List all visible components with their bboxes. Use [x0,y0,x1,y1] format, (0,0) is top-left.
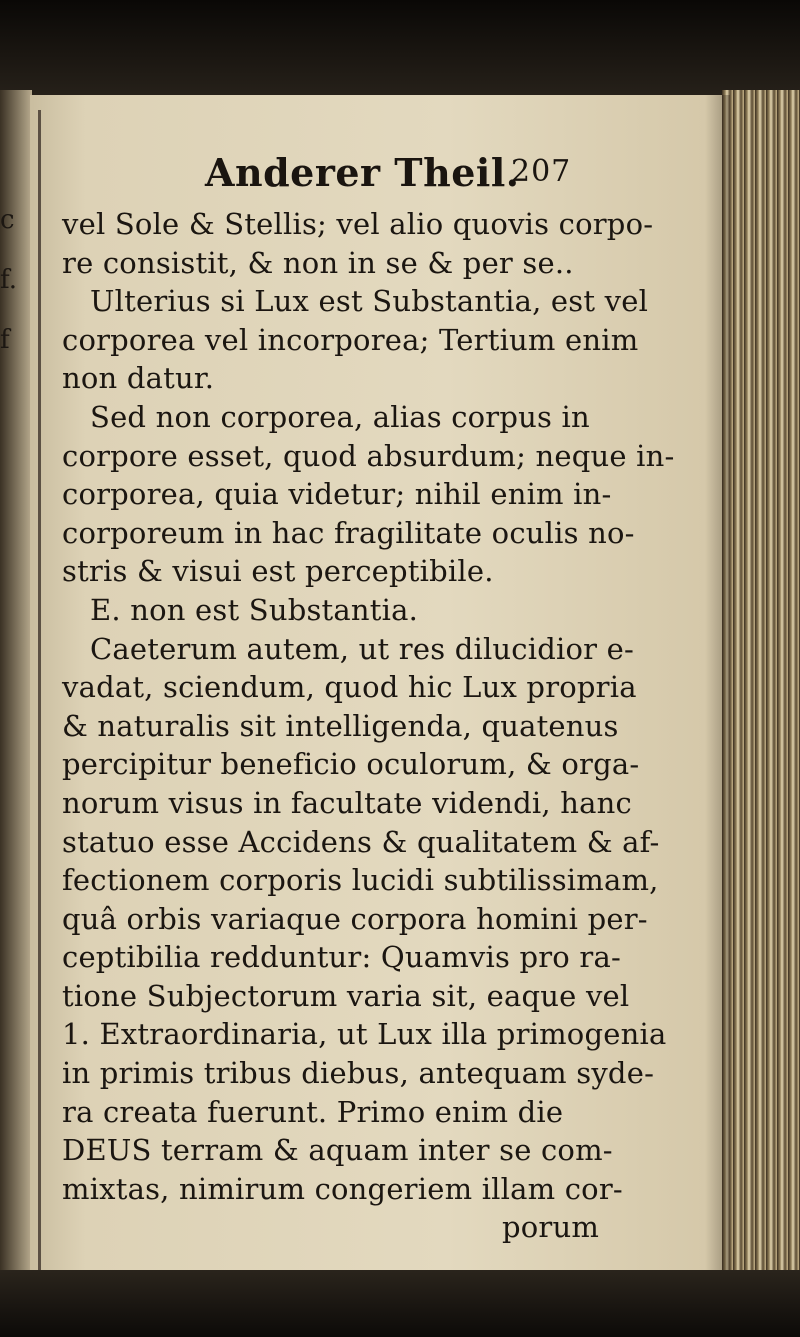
text-line: corpore esset, quod absurdum; neque in- [62,438,675,473]
text-line: vadat, sciendum, quod hic Lux propria [62,670,637,705]
text-line: E. non est Substantia. [90,592,419,627]
page-header [205,150,625,200]
text-line: quâ orbis variaque corpora homini per- [62,901,648,936]
catchword: porum [502,1210,600,1245]
page-stack-edge [722,90,800,1280]
text-line: re consistit, & non in se & per se.. [62,245,574,280]
text-line: 1. Extraordinaria, ut Lux illa primogenia [62,1017,667,1052]
text-line: corporea vel incorporea; Tertium enim [62,322,639,357]
text-line: & naturalis sit intelligenda, quatenus [62,708,619,743]
text-line: mixtas, nimirum congeriem illam cor- [62,1171,623,1206]
text-line: norum visus in facultate videndi, hanc [62,785,632,820]
text-line: Caeterum autem, ut res dilucidior e- [90,631,634,666]
running-title: Anderer Theil. [205,150,520,195]
margin-mark: f. [0,265,17,295]
text-line: tione Subjectorum varia sit, eaque vel [62,978,630,1013]
text-line: corporea, quia videtur; nihil enim in- [62,477,612,512]
margin-rule [38,110,41,1275]
margin-mark: c [0,205,15,235]
text-line: non datur. [62,361,215,396]
text-line: in primis tribus diebus, antequam syde- [62,1056,655,1091]
top-shadow [0,0,800,110]
text-line: DEUS terram & aquam inter se com- [62,1133,613,1168]
text-line: statuo esse Accidens & qualitatem & af- [62,824,660,859]
text-line: stris & visui est perceptibile. [62,554,494,589]
text-line: Sed non corporea, alias corpus in [90,399,590,434]
text-line: fectionem corporis lucidi subtilissimam, [62,863,659,898]
text-line: ra creata fuerunt. Primo enim die [62,1094,564,1129]
text-line: vel Sole & Stellis; vel alio quovis corpo- [62,207,654,241]
facing-page-margin [0,190,28,370]
bottom-shadow [0,1270,800,1337]
body-text [62,205,722,1247]
text-line: corporeum in hac fragilitate oculis no- [62,515,635,550]
page-number: 207 [511,154,572,189]
text-line: ceptibilia redduntur: Quamvis pro ra- [62,940,621,975]
text-line: percipitur beneficio oculorum, & orga- [62,747,640,782]
text-line: Ulterius si Lux est Substantia, est vel [90,284,649,319]
margin-mark: f [0,325,10,355]
